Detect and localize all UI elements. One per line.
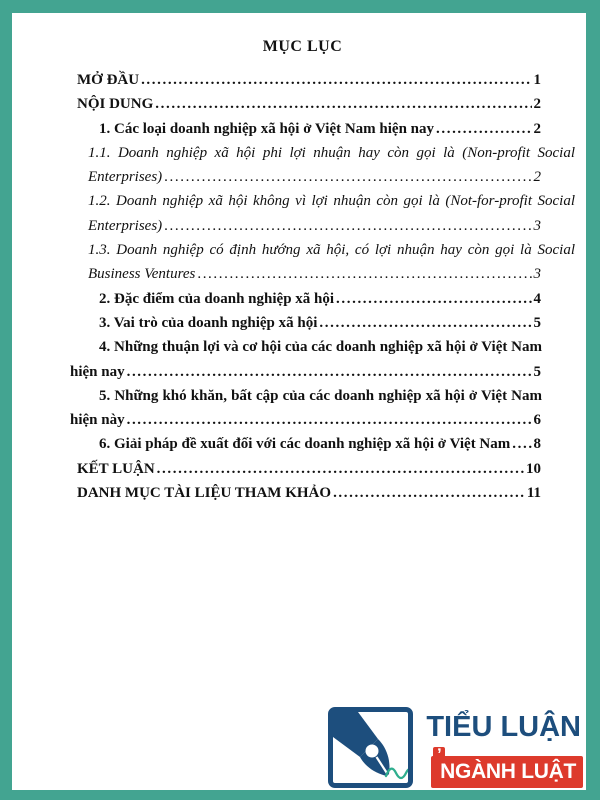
page-title: MỤC LỤC — [262, 38, 343, 55]
toc-entry — [70, 457, 575, 481]
toc-page-number: 5 — [533, 314, 541, 331]
toc-entry-row — [70, 432, 575, 456]
dot-leader — [157, 457, 524, 481]
toc-entry-row — [70, 68, 575, 92]
toc-entry-row — [70, 408, 575, 432]
toc-entry-row — [70, 214, 575, 238]
toc-entry — [70, 432, 575, 456]
toc-entry — [70, 481, 575, 505]
toc-entry-row — [70, 287, 575, 311]
toc-entry-label: NỘI DUNG — [77, 96, 154, 113]
dot-leader — [127, 408, 532, 432]
dot-leader — [436, 117, 531, 141]
toc-entry-label: DANH MỤC TÀI LIỆU THAM KHẢO — [77, 485, 332, 502]
toc-page-number: 4 — [533, 290, 541, 307]
toc-entry-label: 6. Giải pháp đề xuất đối với các doanh nghiệp xã hội ở Việt Nam — [99, 436, 511, 453]
toc-page-number: 5 — [533, 363, 541, 380]
brand-subtitle — [431, 745, 583, 788]
toc-entry — [70, 92, 575, 116]
toc-page-number: 1 — [533, 72, 541, 88]
toc-page-number: 2 — [533, 120, 541, 137]
toc-entry-label: hiện này — [70, 412, 125, 429]
toc-entry-label: Enterprises) — [88, 217, 163, 234]
toc-page-number: 6 — [533, 412, 541, 429]
dot-leader — [512, 432, 531, 456]
toc-entry-first-line: 1.1. Doanh nghiệp xã hội phi lợi nhuận hay còn gọi là (Non-profit Social — [88, 144, 575, 161]
toc-entry-row — [70, 457, 575, 481]
dot-leader — [127, 360, 532, 384]
brand-logo — [327, 702, 583, 788]
toc-entry — [70, 117, 575, 141]
dot-leader — [164, 165, 531, 189]
toc-entry-label: hiện nay — [70, 363, 125, 380]
dot-leader — [141, 68, 531, 92]
toc-entry-label: 1. Các loại doanh nghiệp xã hội ở Việt Nam hiện nay — [99, 120, 435, 137]
dot-leader — [333, 481, 525, 505]
dot-leader — [336, 287, 531, 311]
dot-leader — [197, 262, 531, 286]
toc-entry — [70, 384, 575, 433]
dot-leader — [155, 92, 531, 116]
toc-entry-row — [70, 262, 575, 286]
toc-entry — [70, 68, 575, 92]
dot-leader — [164, 214, 531, 238]
toc-entry — [70, 141, 575, 190]
toc-entry-row — [70, 311, 575, 335]
toc-entry-first-line: 1.3. Doanh nghiệp có định hướng xã hội, có lợi nhuận hay còn gọi là Social — [88, 242, 575, 259]
toc-page-number: 2 — [533, 169, 541, 186]
toc-entry-label: 3. Vai trò của doanh nghiệp xã hội — [99, 314, 318, 331]
accent-hook-icon: ʼ — [433, 747, 445, 760]
toc-page-number: 11 — [526, 485, 541, 502]
toc-entry-label: MỞ ĐẦU — [77, 72, 140, 88]
toc-page-number: 3 — [533, 266, 541, 283]
toc-page-number: 3 — [533, 217, 541, 234]
toc-entry-label: KẾT LUẬN — [77, 460, 155, 477]
toc-page-number: 8 — [533, 436, 541, 453]
toc-entry-row — [70, 92, 575, 116]
brand-subtitle-label: NGÀNH LUẬT — [440, 760, 576, 783]
brand-name: TIỂU LUẬN — [426, 711, 581, 743]
toc-page-number: 2 — [533, 96, 541, 113]
dot-leader — [319, 311, 531, 335]
table-of-contents — [70, 68, 575, 505]
toc-entry-row — [70, 360, 575, 384]
toc-entry-label: Enterprises) — [88, 169, 163, 186]
toc-entry-label: Business Ventures — [88, 266, 196, 283]
toc-entry — [70, 189, 575, 238]
document-page — [12, 13, 586, 790]
toc-entry-first-line: 1.2. Doanh nghiệp xã hội không vì lợi nhuận còn gọi là (Not-for-profit Social — [88, 193, 575, 210]
toc-entry — [70, 335, 575, 384]
toc-entry-row — [70, 481, 575, 505]
toc-entry — [70, 311, 575, 335]
toc-entry-label: 2. Đặc điểm của doanh nghiệp xã hội — [99, 290, 335, 307]
toc-page-number: 10 — [526, 460, 541, 477]
toc-entry-row — [70, 165, 575, 189]
toc-entry-first-line: 5. Những khó khăn, bất cập của các doanh nghiệp xã hội ở Việt Nam — [99, 387, 542, 404]
toc-entry-row — [70, 117, 575, 141]
toc-entry — [70, 287, 575, 311]
fountain-pen-icon — [328, 707, 413, 788]
toc-entry — [70, 238, 575, 287]
toc-entry-first-line: 4. Những thuận lợi và cơ hội của các doanh nghiệp xã hội ở Việt Nam — [99, 339, 542, 356]
